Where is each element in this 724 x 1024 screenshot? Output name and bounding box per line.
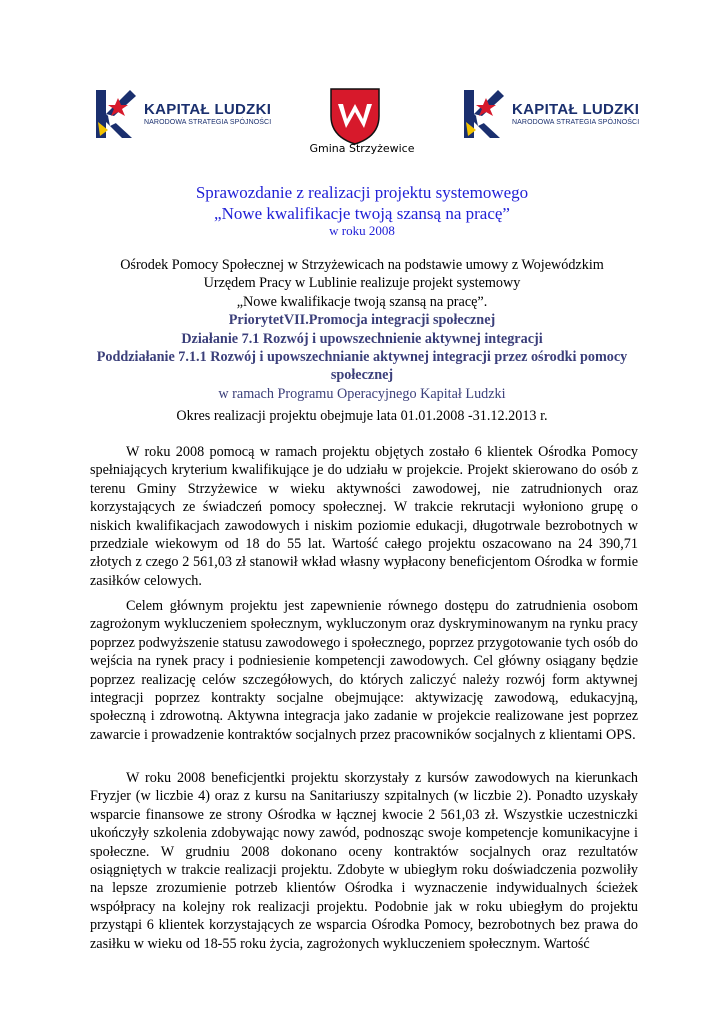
- paragraph-3: [90, 769, 638, 953]
- intro-line-3: „Nowe kwalifikacje twoją szansą na pracę”.: [236, 293, 488, 310]
- logo-title: KAPITAŁ LUDZKI: [512, 100, 640, 118]
- intro-line-2: Urzędem Pracy w Lublinie realizuje projekt systemowy: [203, 275, 521, 292]
- paragraph-1: [90, 443, 638, 590]
- okres-realizacji: Okres realizacji projektu obejmuje lata 01.01.2008 -31.12.2013 r.: [176, 408, 548, 424]
- intro-block: [96, 256, 628, 403]
- title-line-2: „Nowe kwalifikacje twoją szansą na pracę”: [214, 204, 510, 223]
- logo-subtitle: NARODOWA STRATEGIA SPÓJNOŚCI: [144, 118, 272, 126]
- priorytet: PriorytetVII.Promocja integracji społecznej: [228, 312, 496, 329]
- poddzialanie-line-2: społecznej: [330, 367, 394, 384]
- paragraph-text: W roku 2008 beneficjentki projektu skorzystały z kursów zawodowych na kierunkach Fryzjer (w liczbie 4) oraz z kursu na Sanitariuszy szpitalnych (w liczbie 2). Ponadto uzyskały wsparcie finansowe ze strony Ośrodka w łącznej kwocie 2 561,03 zł. Wszystkie uczestniczki ukończyły szkolenia zdobywając nowy zawód, podnosząc swoje kompetencje komunikacyjne i społeczne. W grudniu 2008 dokonano oceny kontraktów socjalnych oraz rezultatów osiągniętych w trakcie realizacji projektu. Zdobyte w ubiegłym roku doświadczenia pozwoliły na lepsze zrozumienie potrzeb klientów Ośrodka i wyznaczenie indywidualnych ścieżek współpracy na kolejny rok realizacji projektu. Podobnie jak w roku ubiegłym do projektu przystąpi 6 klientek korzystających ze wsparcia Ośrodka Pomocy, bezrobotnych bez prawa do zasiłku w wieku od 18-55 roku życia, zagrożonych wykluczeniem społecznym. Wartość: [90, 770, 638, 952]
- crest-caption: Gmina Strzyżewice: [309, 142, 415, 155]
- kapital-ludzki-emblem-icon: [92, 86, 138, 142]
- paragraph-text: Celem głównym projektu jest zapewnienie równego dostępu do zatrudnienia osobom zagrożonym wykluczeniem społecznym, wykluczonym oraz dyskryminowanym na rynku pracy poprzez podwyższenie statusu zawodowego i społecznego, poprzez przygotowanie tych osób do wejścia na rynek pracy i podniesienie kompetencji zawodowych. Cel główny osiągany będzie poprzez realizację celów szczegółowych, do których zaliczyć należy rozwój form aktywnej integracji poprzez kontrakty socjalne obejmujące: aktywizację zawodową, edukacyjną, społeczną i zdrowotną. Aktywna integracja jako zadanie w projekcie realizowane jest poprzez zawarcie i prowadzenie kontraktów socjalnych przez pracowników socjalnych z klientami OPS.: [90, 598, 638, 743]
- dzialanie: Działanie 7.1 Rozwój i upowszechnienie aktywnej integracji: [181, 330, 543, 347]
- title-year: w roku 2008: [329, 223, 395, 238]
- document-title: [100, 182, 624, 224]
- paragraph-2: [90, 597, 638, 744]
- logo-title: KAPITAŁ LUDZKI: [144, 100, 272, 118]
- poddzialanie-line-1: Poddziałanie 7.1.1 Rozwój i upowszechnianie aktywnej integracji przez ośrodki pomocy: [96, 349, 628, 366]
- logo-subtitle: NARODOWA STRATEGIA SPÓJNOŚCI: [512, 118, 640, 126]
- kapital-ludzki-logo-right: [460, 84, 639, 144]
- title-line-1: Sprawozdanie z realizacji projektu systemowego: [195, 183, 529, 202]
- intro-line-1: Ośrodek Pomocy Społecznej w Strzyżewicach na podstawie umowy z Wojewódzkim: [120, 257, 604, 273]
- paragraph-text: W roku 2008 pomocą w ramach projektu objętych zostało 6 klientek Ośrodka Pomocy spełniających kryterium kwalifikujące je do udziału w projekcie. Projekt skierowano do osób z terenu Gminy Strzyżewice w wieku aktywności zawodowej, nie zatrudnionych oraz korzystających ze świadczeń pomocy społecznej. W trakcie rekrutacji wyłoniono grupę o niskich kwalifikacjach zawodowych i niskim poziomie edukacji, długotrwale bezrobotnych w przedziale wiekowym od 18 do 55 lat. Wartość całego projektu oszacowano na 24 390,71 złotych z czego 2 561,03 zł stanowił wkład własny wypłacony beneficjentom Ośrodka w formie zasiłków celowych.: [90, 444, 638, 589]
- gmina-crest-icon: [328, 86, 382, 146]
- kapital-ludzki-emblem-icon: [460, 86, 506, 142]
- kapital-ludzki-logo-left: [92, 84, 271, 144]
- program: w ramach Programu Operacyjnego Kapitał Ludzki: [218, 385, 506, 402]
